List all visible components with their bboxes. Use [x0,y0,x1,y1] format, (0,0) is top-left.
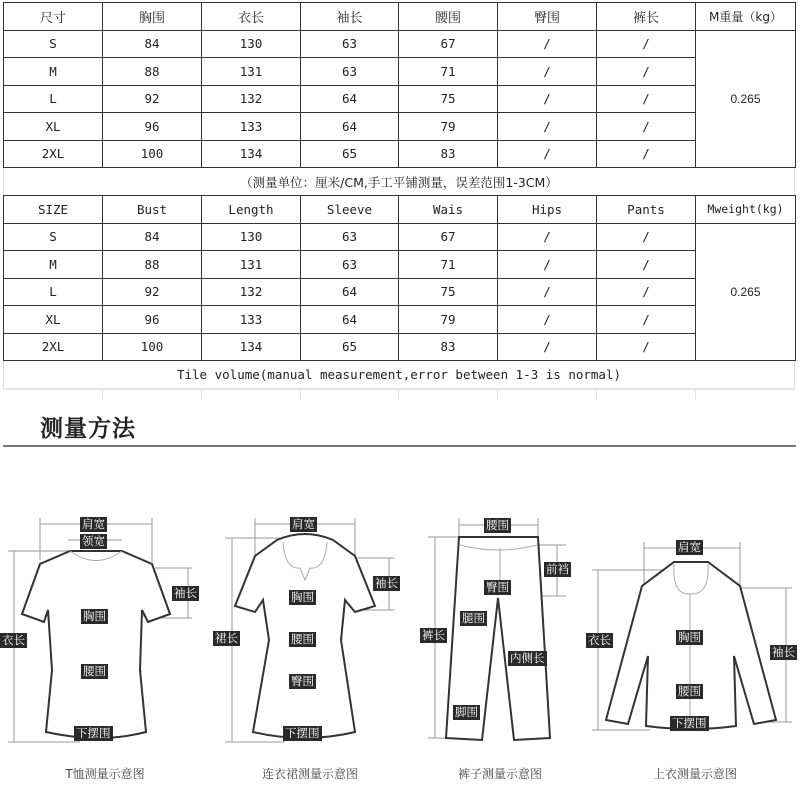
label-sleeve: 袖长 [772,645,795,659]
header-bust: Bust [103,196,202,224]
header-bust: 胸围 [103,3,202,31]
cell-size: XL [4,306,103,334]
label-neck: 领宽 [82,534,105,548]
cell-length: 133 [202,306,301,334]
cell-bust: 88 [103,251,202,279]
cell-hips: / [498,85,597,113]
cell-hips: / [498,251,597,279]
cell-bust: 84 [103,30,202,58]
table-row [4,85,796,113]
cell-sleeve: 63 [301,251,399,279]
label-hip: 臀围 [291,674,314,688]
cell-sleeve: 64 [301,306,399,334]
cell-bust: 88 [103,58,202,86]
dress-diagram [205,500,415,800]
label-hem: 下摆围 [672,716,707,730]
table-row [4,306,796,334]
cell-waist: 83 [399,140,498,168]
cell-size: 2XL [4,333,103,361]
cell-length: 134 [202,333,301,361]
header-size: 尺寸 [4,3,103,31]
header-waist: 腰围 [399,3,498,31]
cell-size: L [4,85,103,113]
cell-sleeve: 65 [301,140,399,168]
cell-weight: 0.265 [696,30,796,168]
cell-length: 132 [202,85,301,113]
cell-hips: / [498,58,597,86]
cell-sleeve: 63 [301,30,399,58]
label-length: 裤长 [422,628,445,642]
table-row [4,278,796,306]
cell-waist: 71 [399,58,498,86]
header-hips: 臀围 [498,3,597,31]
label-chest: 胸围 [678,630,701,644]
label-length: 衣长 [588,633,611,647]
cell-size: M [4,251,103,279]
cell-waist: 75 [399,85,498,113]
table-row [4,58,796,86]
cell-waist: 79 [399,306,498,334]
table-row [4,30,796,58]
label-length: 衣长 [2,633,25,647]
cell-length: 133 [202,113,301,141]
label-sleeve: 袖长 [375,576,398,590]
cell-pants: / [597,30,696,58]
diagram-caption: 上衣测量示意图 [652,767,737,781]
label-inseam: 内侧长 [510,651,545,665]
pants-outline-icon [410,500,590,800]
section-divider [3,445,796,447]
diagram-caption: T恤测量示意图 [65,767,145,781]
label-waist: 腰围 [83,664,106,678]
cell-waist: 83 [399,333,498,361]
header-pants: Pants [597,196,696,224]
cell-hips: / [498,140,597,168]
cell-hips: / [498,30,597,58]
cell-sleeve: 64 [301,113,399,141]
label-leg-opening: 脚围 [455,705,478,719]
label-hem: 下摆围 [76,726,111,740]
header-size: SIZE [4,196,103,224]
size-table-en [3,195,796,361]
cell-waist: 67 [399,30,498,58]
header-length: Length [202,196,301,224]
label-shoulder: 肩宽 [82,517,105,531]
cell-pants: / [597,251,696,279]
header-pants: 裤长 [597,3,696,31]
cell-pants: / [597,223,696,251]
table-row [4,223,796,251]
measurement-note-cn: （测量单位：厘米/CM,手工平铺测量，误差范围1-3CM） [3,168,795,195]
cell-size: S [4,30,103,58]
header-sleeve: 袖长 [301,3,399,31]
label-hip: 臀围 [486,580,509,594]
header-sleeve: Sleeve [301,196,399,224]
table-row [4,113,796,141]
diagram-caption: 裤子测量示意图 [457,767,542,781]
cell-size: M [4,58,103,86]
cell-bust: 96 [103,113,202,141]
cell-sleeve: 65 [301,333,399,361]
cell-waist: 67 [399,223,498,251]
cell-bust: 92 [103,278,202,306]
pants-diagram [410,500,590,800]
cell-pants: / [597,333,696,361]
measure-method-title: 测量方法 [40,416,136,442]
label-shoulder: 肩宽 [292,517,315,531]
cell-pants: / [597,306,696,334]
label-shoulder: 肩宽 [678,540,701,554]
cell-pants: / [597,58,696,86]
cell-sleeve: 64 [301,278,399,306]
cell-sleeve: 63 [301,58,399,86]
label-waist: 腰围 [678,684,701,698]
cell-length: 131 [202,251,301,279]
header-weight: M重量（kg） [696,3,796,31]
label-hem: 下摆围 [285,726,320,740]
label-length: 裙长 [215,631,238,645]
cell-bust: 84 [103,223,202,251]
dress-outline-icon [205,500,415,800]
cell-waist: 75 [399,278,498,306]
cell-weight: 0.265 [696,223,796,361]
cell-bust: 100 [103,140,202,168]
cell-length: 134 [202,140,301,168]
cell-length: 132 [202,278,301,306]
cell-size: XL [4,113,103,141]
label-rise: 前裆 [546,562,569,576]
size-table-cn [3,2,796,168]
table-row [4,333,796,361]
label-thigh: 腿围 [462,611,485,625]
cell-hips: / [498,306,597,334]
table-header-row [4,3,796,31]
table-row [4,140,796,168]
cell-waist: 71 [399,251,498,279]
cell-pants: / [597,85,696,113]
diagram-caption: 连衣裙测量示意图 [261,767,358,781]
label-chest: 胸围 [291,590,314,604]
cell-hips: / [498,223,597,251]
cell-length: 131 [202,58,301,86]
faint-grid-row [3,388,795,398]
label-waist: 腰围 [486,518,509,532]
cell-size: L [4,278,103,306]
cell-sleeve: 63 [301,223,399,251]
cell-pants: / [597,113,696,141]
cell-sleeve: 64 [301,85,399,113]
table-row [4,251,796,279]
cell-length: 130 [202,30,301,58]
cell-hips: / [498,113,597,141]
cell-pants: / [597,140,696,168]
cell-waist: 79 [399,113,498,141]
label-waist: 腰围 [291,632,314,646]
cell-bust: 92 [103,85,202,113]
table-header-row [4,196,796,224]
tshirt-diagram [0,500,210,800]
cell-pants: / [597,278,696,306]
cell-size: 2XL [4,140,103,168]
header-weight: Mweight(kg) [696,196,796,224]
shirt-diagram [590,500,800,800]
measurement-note-en: Tile volume(manual measurement,error between 1-3 is normal) [3,361,795,388]
cell-length: 130 [202,223,301,251]
cell-bust: 96 [103,306,202,334]
header-length: 衣长 [202,3,301,31]
cell-bust: 100 [103,333,202,361]
header-hips: Hips [498,196,597,224]
cell-size: S [4,223,103,251]
cell-hips: / [498,278,597,306]
cell-hips: / [498,333,597,361]
label-chest: 胸围 [83,609,106,623]
label-sleeve: 袖长 [174,586,197,600]
header-waist: Wais [399,196,498,224]
